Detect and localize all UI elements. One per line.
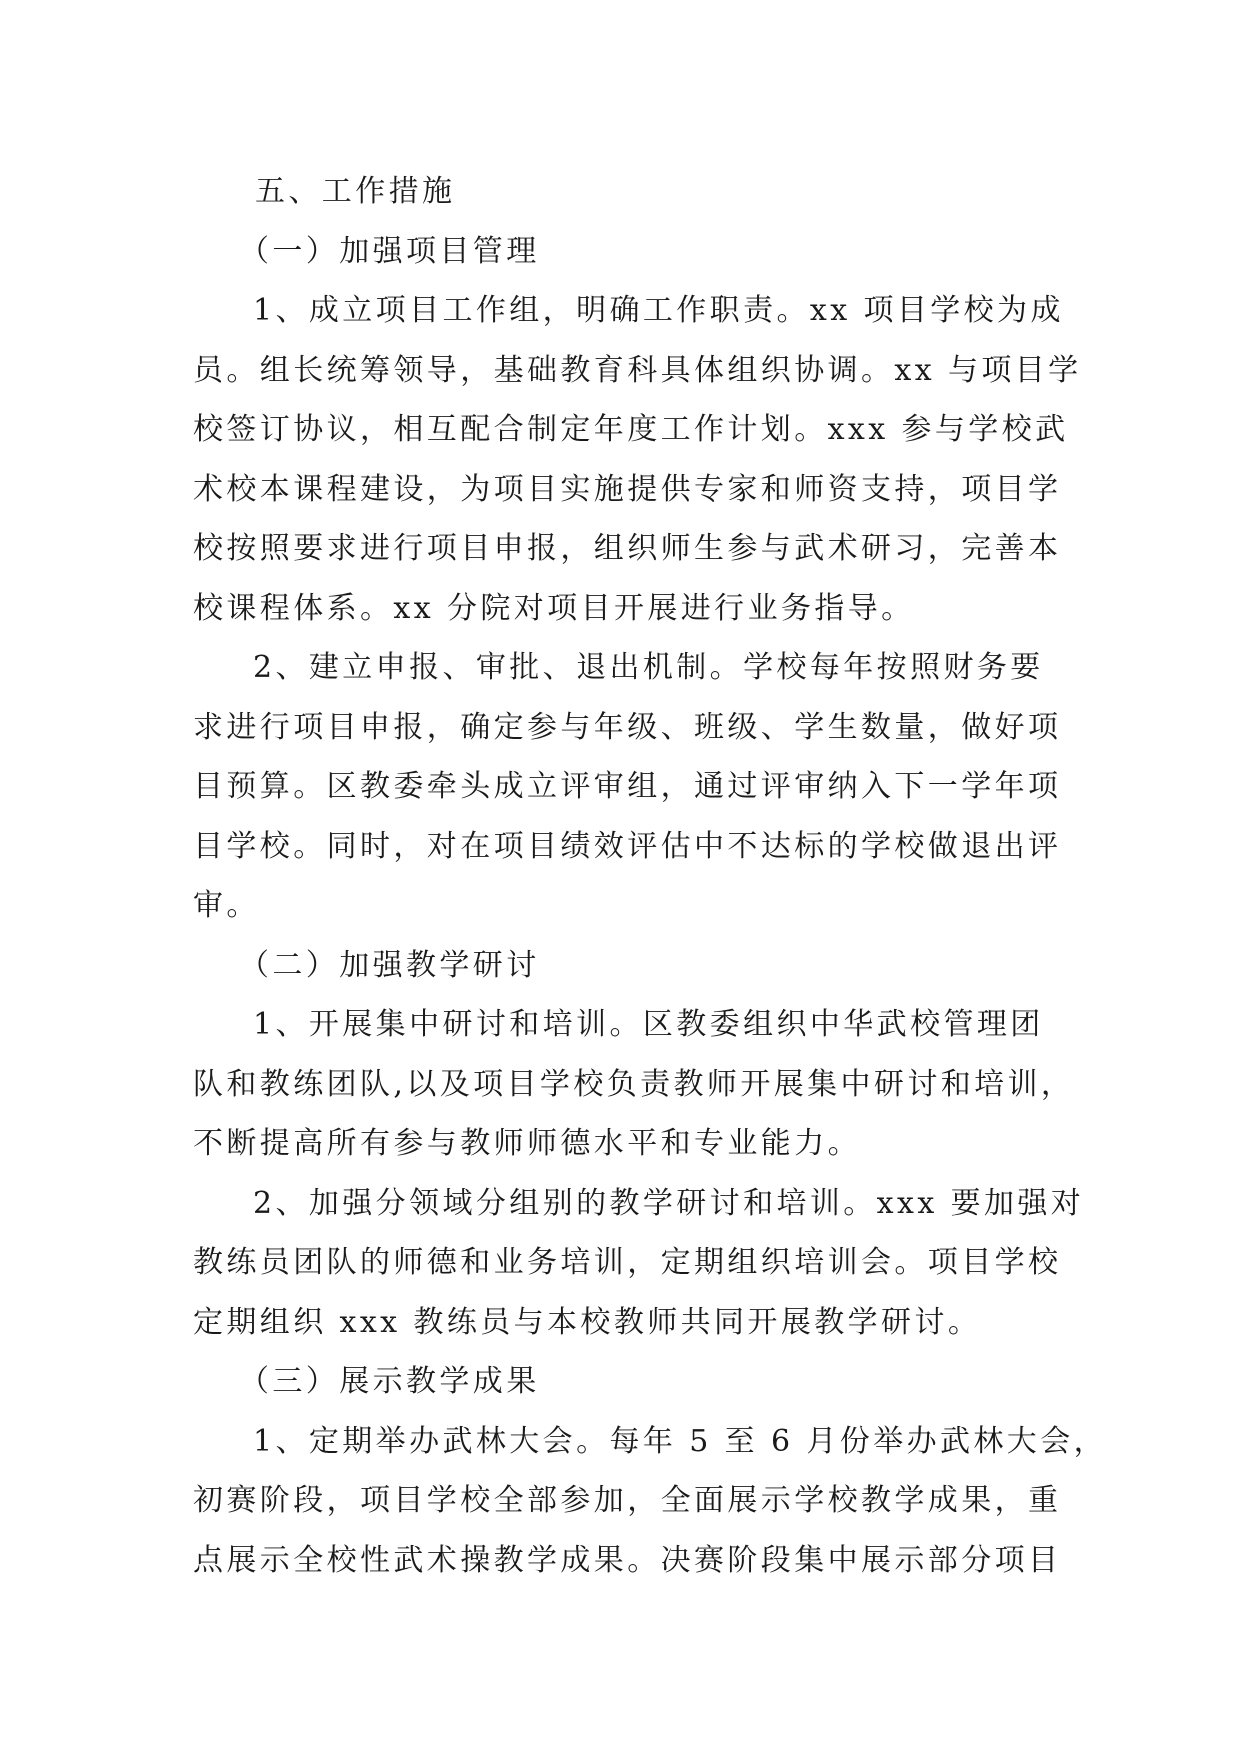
subsection-title: （二）加强教学研讨 bbox=[239, 947, 540, 983]
paragraph bbox=[193, 1412, 1108, 1591]
paragraph bbox=[193, 281, 1082, 638]
paragraph-line: 点展示全校性武术操教学成果。决赛阶段集中展示部分项目 bbox=[193, 1542, 1062, 1578]
paragraph-line: 审。 bbox=[193, 888, 260, 923]
paragraph-line: 术校本课程建设，为项目实施提供专家和师资支持，项目学 bbox=[193, 471, 1062, 507]
paragraph-line: 校签订协议，相互配合制定年度工作计划。xxx 参与学校武 bbox=[193, 412, 1069, 447]
paragraph-line: 2、建立申报、审批、退出机制。学校每年按照财务要 bbox=[253, 650, 1044, 685]
subsection-title: （三）展示教学成果 bbox=[239, 1364, 540, 1399]
paragraph-line: 校课程体系。xx 分院对项目开展进行业务指导。 bbox=[193, 590, 915, 626]
paragraph-line: 1、开展集中研讨和培训。区教委组织中华武校管理团 bbox=[253, 1007, 1044, 1042]
paragraph-line: 队和教练团队,以及项目学校负责教师开展集中研讨和培训， bbox=[193, 1066, 1075, 1102]
paragraph bbox=[193, 638, 1062, 936]
paragraph-line: 求进行项目申报，确定参与年级、班级、学生数量，做好项 bbox=[193, 709, 1062, 745]
paragraph-line: 1、成立项目工作组，明确工作职责。xx 项目学校为成 bbox=[253, 293, 1064, 328]
paragraph-line: 初赛阶段，项目学校全部参加，全面展示学校教学成果，重 bbox=[193, 1483, 1062, 1518]
paragraph-line: 2、加强分领域分组别的教学研讨和培训。xxx 要加强对 bbox=[253, 1185, 1085, 1221]
paragraph-line: 目预算。区教委牵头成立评审组，通过评审纳入下一学年项 bbox=[193, 769, 1062, 804]
paragraph-line: 不断提高所有参与教师师德水平和专业能力。 bbox=[193, 1126, 861, 1161]
paragraph-line: 校按照要求进行项目申报，组织师生参与武术研习，完善本 bbox=[193, 531, 1062, 566]
paragraph bbox=[193, 995, 1075, 1174]
paragraph-line: 目学校。同时，对在项目绩效评估中不达标的学校做退出评 bbox=[193, 828, 1062, 864]
paragraph-line: 教练员团队的师德和业务培训，定期组织培训会。项目学校 bbox=[193, 1245, 1062, 1280]
paragraph-line: 1、定期举办武林大会。每年 5 至 6 月份举办武林大会， bbox=[253, 1423, 1108, 1459]
paragraph bbox=[193, 1174, 1085, 1353]
paragraph-line: 员。组长统筹领导，基础教育科具体组织协调。xx 与项目学 bbox=[193, 352, 1082, 388]
subsection-title: （一）加强项目管理 bbox=[239, 233, 540, 269]
document-body bbox=[193, 162, 1108, 1590]
section-heading: 五、工作措施 bbox=[255, 174, 456, 209]
paragraph-line: 定期组织 xxx 教练员与本校教师共同开展教学研讨。 bbox=[193, 1304, 982, 1340]
